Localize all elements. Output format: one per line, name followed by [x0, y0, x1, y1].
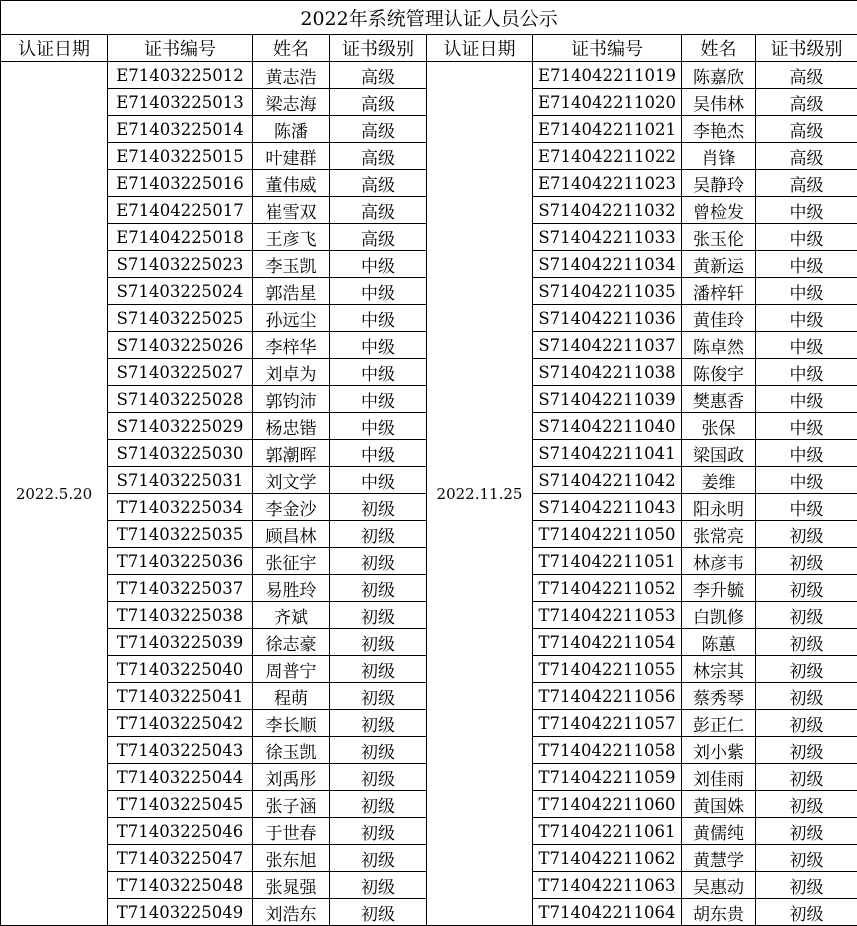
right-cert-cell: T714042211060	[533, 791, 682, 818]
left-name-cell: 张征宇	[253, 548, 330, 575]
right-name-cell: 陈卓然	[682, 332, 756, 359]
left-level-cell: 高级	[330, 89, 427, 116]
right-cert-cell: T714042211058	[533, 737, 682, 764]
right-name-cell: 李升毓	[682, 575, 756, 602]
left-date-cell: 2022.5.20	[1, 62, 108, 926]
header-date-left: 认证日期	[1, 35, 108, 62]
left-level-cell: 中级	[330, 467, 427, 494]
right-level-cell: 初级	[756, 764, 857, 791]
left-level-cell: 初级	[330, 791, 427, 818]
left-cert-cell: T71403225045	[108, 791, 253, 818]
left-name-cell: 黄志浩	[253, 62, 330, 89]
right-cert-cell: T714042211052	[533, 575, 682, 602]
left-level-cell: 初级	[330, 548, 427, 575]
right-name-cell: 黄慧学	[682, 845, 756, 872]
right-level-cell: 初级	[756, 845, 857, 872]
left-name-cell: 崔雪双	[253, 197, 330, 224]
right-cert-cell: S714042211041	[533, 440, 682, 467]
left-cert-cell: S71403225028	[108, 386, 253, 413]
right-name-cell: 蔡秀琴	[682, 683, 756, 710]
left-name-cell: 刘文学	[253, 467, 330, 494]
left-name-cell: 郭浩星	[253, 278, 330, 305]
right-name-cell: 肖锋	[682, 143, 756, 170]
right-level-cell: 初级	[756, 521, 857, 548]
right-date-cell: 2022.11.25	[427, 62, 533, 926]
left-level-cell: 初级	[330, 683, 427, 710]
left-level-cell: 初级	[330, 575, 427, 602]
right-name-cell: 胡东贵	[682, 899, 756, 926]
right-name-cell: 潘梓轩	[682, 278, 756, 305]
left-level-cell: 初级	[330, 899, 427, 926]
left-cert-cell: T71403225049	[108, 899, 253, 926]
right-name-cell: 吴静玲	[682, 170, 756, 197]
left-level-cell: 初级	[330, 656, 427, 683]
table-row	[1, 62, 857, 89]
table-body	[1, 62, 857, 926]
left-level-cell: 中级	[330, 332, 427, 359]
right-level-cell: 初级	[756, 656, 857, 683]
header-date-right: 认证日期	[427, 35, 533, 62]
right-level-cell: 初级	[756, 737, 857, 764]
right-name-cell: 曾检发	[682, 197, 756, 224]
left-level-cell: 中级	[330, 305, 427, 332]
right-cert-cell: S714042211038	[533, 359, 682, 386]
left-name-cell: 李长顺	[253, 710, 330, 737]
right-cert-cell: S714042211035	[533, 278, 682, 305]
right-cert-cell: S714042211039	[533, 386, 682, 413]
left-cert-cell: E71403225015	[108, 143, 253, 170]
right-cert-cell: S714042211043	[533, 494, 682, 521]
left-name-cell: 周普宁	[253, 656, 330, 683]
right-level-cell: 中级	[756, 359, 857, 386]
left-name-cell: 徐玉凯	[253, 737, 330, 764]
right-cert-cell: T714042211061	[533, 818, 682, 845]
left-cert-cell: E71403225016	[108, 170, 253, 197]
left-name-cell: 孙远尘	[253, 305, 330, 332]
left-cert-cell: S71403225027	[108, 359, 253, 386]
right-level-cell: 高级	[756, 143, 857, 170]
left-cert-cell: T71403225041	[108, 683, 253, 710]
left-cert-cell: T71403225036	[108, 548, 253, 575]
left-cert-cell: S71403225023	[108, 251, 253, 278]
right-cert-cell: T714042211059	[533, 764, 682, 791]
left-level-cell: 初级	[330, 602, 427, 629]
left-cert-cell: T71403225039	[108, 629, 253, 656]
right-name-cell: 黄国姝	[682, 791, 756, 818]
left-level-cell: 初级	[330, 521, 427, 548]
right-name-cell: 张保	[682, 413, 756, 440]
right-name-cell: 陈俊宇	[682, 359, 756, 386]
header-name-left: 姓名	[253, 35, 330, 62]
left-level-cell: 高级	[330, 143, 427, 170]
right-cert-cell: S714042211037	[533, 332, 682, 359]
left-level-cell: 初级	[330, 737, 427, 764]
right-cert-cell: S714042211032	[533, 197, 682, 224]
left-level-cell: 中级	[330, 413, 427, 440]
right-name-cell: 阳永明	[682, 494, 756, 521]
right-cert-cell: E714042211023	[533, 170, 682, 197]
left-cert-cell: T71403225040	[108, 656, 253, 683]
right-level-cell: 中级	[756, 467, 857, 494]
left-name-cell: 张东旭	[253, 845, 330, 872]
left-cert-cell: T71403225035	[108, 521, 253, 548]
left-cert-cell: T71403225043	[108, 737, 253, 764]
right-name-cell: 林彦韦	[682, 548, 756, 575]
left-level-cell: 高级	[330, 197, 427, 224]
right-level-cell: 中级	[756, 305, 857, 332]
left-level-cell: 初级	[330, 494, 427, 521]
left-name-cell: 李金沙	[253, 494, 330, 521]
right-cert-cell: T714042211054	[533, 629, 682, 656]
right-level-cell: 中级	[756, 386, 857, 413]
left-level-cell: 中级	[330, 278, 427, 305]
left-cert-cell: T71403225034	[108, 494, 253, 521]
right-name-cell: 陈蕙	[682, 629, 756, 656]
left-cert-cell: T71403225042	[108, 710, 253, 737]
right-level-cell: 中级	[756, 332, 857, 359]
right-cert-cell: S714042211040	[533, 413, 682, 440]
left-name-cell: 刘浩东	[253, 899, 330, 926]
header-level-left: 证书级别	[330, 35, 427, 62]
right-level-cell: 中级	[756, 278, 857, 305]
right-level-cell: 初级	[756, 899, 857, 926]
right-cert-cell: E714042211021	[533, 116, 682, 143]
right-name-cell: 黄新运	[682, 251, 756, 278]
left-name-cell: 叶建群	[253, 143, 330, 170]
header-level-right: 证书级别	[756, 35, 857, 62]
left-name-cell: 刘卓为	[253, 359, 330, 386]
right-level-cell: 初级	[756, 575, 857, 602]
left-name-cell: 郭潮晖	[253, 440, 330, 467]
right-name-cell: 刘佳雨	[682, 764, 756, 791]
right-name-cell: 姜维	[682, 467, 756, 494]
left-level-cell: 初级	[330, 818, 427, 845]
right-level-cell: 初级	[756, 548, 857, 575]
left-name-cell: 杨忠锴	[253, 413, 330, 440]
right-cert-cell: S714042211033	[533, 224, 682, 251]
right-name-cell: 彭正仁	[682, 710, 756, 737]
left-cert-cell: T71403225046	[108, 818, 253, 845]
left-level-cell: 初级	[330, 764, 427, 791]
right-name-cell: 黄佳玲	[682, 305, 756, 332]
right-level-cell: 初级	[756, 818, 857, 845]
left-name-cell: 徐志豪	[253, 629, 330, 656]
left-cert-cell: T71403225048	[108, 872, 253, 899]
left-level-cell: 初级	[330, 845, 427, 872]
right-name-cell: 吴伟林	[682, 89, 756, 116]
right-cert-cell: T714042211063	[533, 872, 682, 899]
right-name-cell: 张常亮	[682, 521, 756, 548]
right-level-cell: 初级	[756, 791, 857, 818]
right-level-cell: 初级	[756, 710, 857, 737]
right-cert-cell: T714042211053	[533, 602, 682, 629]
left-cert-cell: E71403225014	[108, 116, 253, 143]
right-level-cell: 初级	[756, 872, 857, 899]
right-name-cell: 林宗其	[682, 656, 756, 683]
right-level-cell: 初级	[756, 602, 857, 629]
left-cert-cell: S71403225031	[108, 467, 253, 494]
left-name-cell: 张晁强	[253, 872, 330, 899]
left-cert-cell: S71403225024	[108, 278, 253, 305]
left-name-cell: 程萌	[253, 683, 330, 710]
right-cert-cell: E714042211020	[533, 89, 682, 116]
right-level-cell: 中级	[756, 413, 857, 440]
right-level-cell: 高级	[756, 89, 857, 116]
right-name-cell: 张玉伦	[682, 224, 756, 251]
left-cert-cell: E71404225017	[108, 197, 253, 224]
left-level-cell: 初级	[330, 629, 427, 656]
left-name-cell: 郭钧沛	[253, 386, 330, 413]
left-name-cell: 刘禹彤	[253, 764, 330, 791]
left-cert-cell: E71403225012	[108, 62, 253, 89]
right-cert-cell: T714042211057	[533, 710, 682, 737]
header-cert-right: 证书编号	[533, 35, 682, 62]
right-cert-cell: T714042211051	[533, 548, 682, 575]
left-name-cell: 李玉凯	[253, 251, 330, 278]
right-level-cell: 高级	[756, 116, 857, 143]
left-cert-cell: T71403225038	[108, 602, 253, 629]
left-cert-cell: T71403225037	[108, 575, 253, 602]
left-name-cell: 董伟威	[253, 170, 330, 197]
left-level-cell: 中级	[330, 440, 427, 467]
left-level-cell: 高级	[330, 224, 427, 251]
right-cert-cell: T714042211056	[533, 683, 682, 710]
right-cert-cell: S714042211034	[533, 251, 682, 278]
left-level-cell: 中级	[330, 359, 427, 386]
left-name-cell: 齐斌	[253, 602, 330, 629]
left-name-cell: 梁志海	[253, 89, 330, 116]
right-name-cell: 陈嘉欣	[682, 62, 756, 89]
right-name-cell: 梁国政	[682, 440, 756, 467]
right-cert-cell: T714042211055	[533, 656, 682, 683]
right-level-cell: 中级	[756, 440, 857, 467]
right-level-cell: 高级	[756, 62, 857, 89]
left-cert-cell: E71404225018	[108, 224, 253, 251]
header-name-right: 姓名	[682, 35, 756, 62]
right-name-cell: 樊惠香	[682, 386, 756, 413]
left-name-cell: 王彦飞	[253, 224, 330, 251]
right-level-cell: 中级	[756, 224, 857, 251]
right-cert-cell: T714042211050	[533, 521, 682, 548]
left-name-cell: 顾昌林	[253, 521, 330, 548]
left-name-cell: 陈潘	[253, 116, 330, 143]
right-cert-cell: T714042211062	[533, 845, 682, 872]
right-name-cell: 刘小紫	[682, 737, 756, 764]
left-level-cell: 高级	[330, 62, 427, 89]
right-level-cell: 初级	[756, 629, 857, 656]
right-name-cell: 白凯修	[682, 602, 756, 629]
left-name-cell: 李梓华	[253, 332, 330, 359]
right-level-cell: 高级	[756, 170, 857, 197]
left-cert-cell: S71403225026	[108, 332, 253, 359]
left-level-cell: 中级	[330, 251, 427, 278]
left-name-cell: 于世春	[253, 818, 330, 845]
left-cert-cell: S71403225030	[108, 440, 253, 467]
right-level-cell: 中级	[756, 251, 857, 278]
left-level-cell: 高级	[330, 170, 427, 197]
left-name-cell: 易胜玲	[253, 575, 330, 602]
right-cert-cell: T714042211064	[533, 899, 682, 926]
left-level-cell: 中级	[330, 386, 427, 413]
right-cert-cell: E714042211022	[533, 143, 682, 170]
right-name-cell: 李艳杰	[682, 116, 756, 143]
left-cert-cell: T71403225044	[108, 764, 253, 791]
left-cert-cell: S71403225025	[108, 305, 253, 332]
header-cert-left: 证书编号	[108, 35, 253, 62]
left-name-cell: 张子涵	[253, 791, 330, 818]
right-name-cell: 吴惠动	[682, 872, 756, 899]
table-title: 2022年系统管理认证人员公示	[1, 1, 857, 35]
left-cert-cell: T71403225047	[108, 845, 253, 872]
right-name-cell: 黄儒纯	[682, 818, 756, 845]
right-cert-cell: S714042211036	[533, 305, 682, 332]
right-cert-cell: E714042211019	[533, 62, 682, 89]
right-level-cell: 中级	[756, 494, 857, 521]
right-level-cell: 初级	[756, 683, 857, 710]
left-cert-cell: E71403225013	[108, 89, 253, 116]
right-level-cell: 中级	[756, 197, 857, 224]
left-level-cell: 高级	[330, 116, 427, 143]
left-level-cell: 初级	[330, 872, 427, 899]
left-level-cell: 初级	[330, 710, 427, 737]
right-cert-cell: S714042211042	[533, 467, 682, 494]
left-cert-cell: S71403225029	[108, 413, 253, 440]
